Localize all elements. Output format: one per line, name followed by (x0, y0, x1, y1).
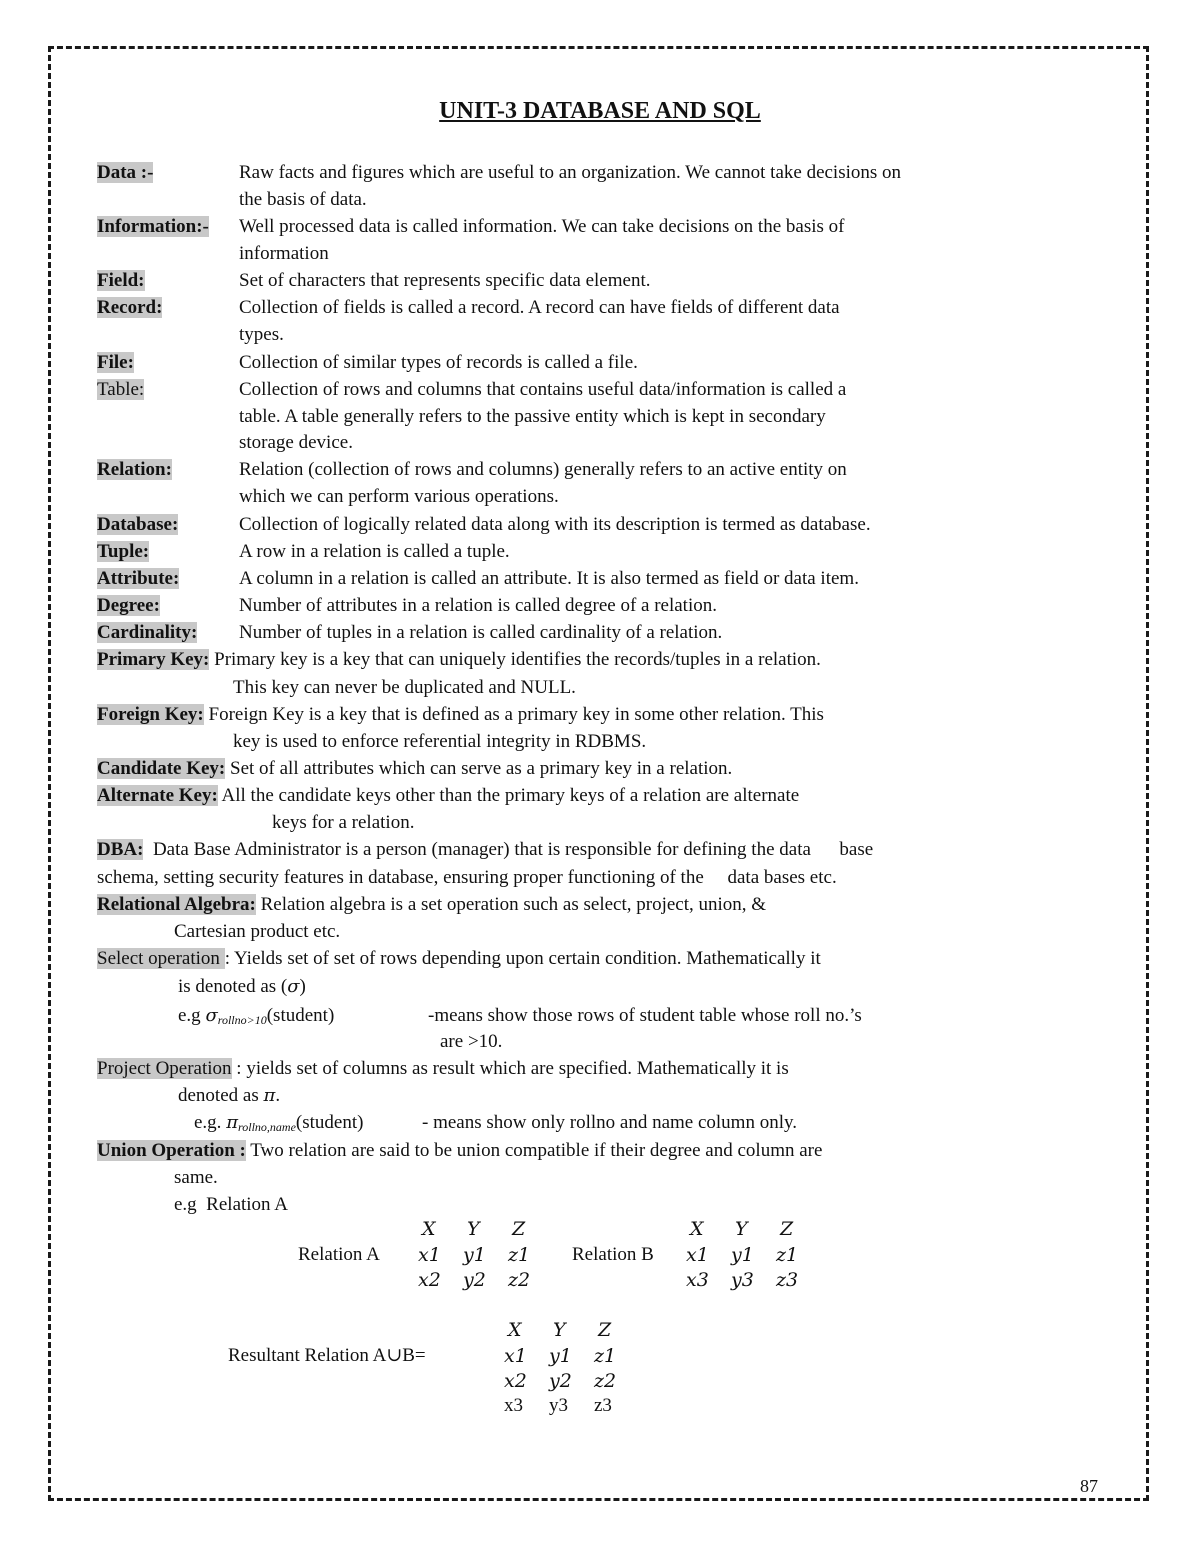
definition-label (97, 269, 145, 293)
relational-algebra-text: Relation algebra is a set operation such as select, project, union, & (255, 894, 767, 915)
result-relation-cell: x1 (504, 1345, 527, 1367)
result-relation-cell: y1 (549, 1345, 572, 1367)
candidate-key-entry (97, 757, 732, 781)
select-denoted-text: is denoted as ( (178, 976, 288, 997)
alternate-key-text-2: keys for a relation. (272, 812, 415, 833)
project-eg-pi: π (226, 1112, 239, 1133)
definition-term: Cardinality: (97, 622, 198, 643)
definition-text: Collection of similar types of records is called a file. (239, 352, 638, 373)
relational-algebra-text-2: Cartesian product etc. (174, 921, 341, 942)
definition-label (97, 378, 144, 402)
project-eg-subscript: rollno,name (238, 1120, 296, 1134)
select-eg-prefix: e.g (178, 1005, 206, 1026)
definition-text: Set of characters that represents specific data element. (239, 270, 651, 291)
relation-b-cell: z3 (776, 1269, 799, 1291)
relation-a-header-x: X (422, 1218, 436, 1240)
definition-label (97, 540, 149, 564)
definition-term: Attribute: (97, 568, 180, 589)
relational-algebra-entry (97, 893, 766, 917)
definition-label (97, 594, 160, 618)
result-relation-header-x: X (508, 1319, 522, 1341)
relation-b-header-x: X (690, 1218, 704, 1240)
select-operation-entry (97, 947, 821, 971)
foreign-key-label: Foreign Key: (97, 704, 204, 725)
definition-term: Database: (97, 514, 179, 535)
union-example: e.g Relation A (174, 1194, 288, 1215)
union-operation-text: Two relation are said to be union compatible if their degree and column are (245, 1140, 823, 1161)
result-relation-cell: x3 (504, 1395, 523, 1416)
definition-text: Collection of logically related data along with its description is termed as database. (239, 514, 871, 535)
definition-text: information (239, 243, 329, 264)
result-relation-header-z: Z (598, 1319, 612, 1341)
definition-text: Collection of fields is called a record. A record can have fields of different data (239, 297, 840, 318)
definition-label (97, 296, 162, 320)
definition-label (97, 458, 172, 482)
relational-algebra-label: Relational Algebra: (97, 894, 256, 915)
project-operation-entry (97, 1057, 789, 1081)
definition-term: Information:- (97, 216, 209, 237)
foreign-key-text: Foreign Key is a key that is defined as a primary key in some other relation. This (203, 704, 824, 725)
sigma-symbol: σ (287, 976, 300, 997)
definition-label (97, 567, 179, 591)
primary-key-text-2: This key can never be duplicated and NULL. (233, 677, 576, 698)
union-operation-label: Union Operation : (97, 1140, 246, 1161)
result-relation-label: Resultant Relation A∪B= (228, 1345, 426, 1366)
project-eg-rest: (student) (295, 1112, 364, 1133)
definition-label (97, 351, 134, 375)
result-relation-cell: z3 (594, 1395, 612, 1416)
result-relation-cell: z1 (594, 1345, 617, 1367)
definition-term: Field: (97, 270, 145, 291)
relation-a-cell: z1 (508, 1244, 531, 1266)
definition-label (97, 621, 197, 645)
definition-term: Relation: (97, 459, 172, 480)
dba-label: DBA: (97, 839, 144, 860)
definition-text: A row in a relation is called a tuple. (239, 541, 510, 562)
primary-key-text: Primary key is a key that can uniquely identifies the records/tuples in a relation. (209, 649, 821, 670)
definition-text: Number of attributes in a relation is called degree of a relation. (239, 595, 717, 616)
primary-key-label: Primary Key: (97, 649, 210, 670)
dba-text: Data Base Administrator is a person (manager) that is responsible for defining the data base (143, 839, 874, 860)
relation-b-cell: z1 (776, 1244, 799, 1266)
select-denoted-end: ) (299, 976, 306, 997)
relation-a-cell: x1 (418, 1244, 441, 1266)
relation-b-header-z: Z (780, 1218, 794, 1240)
relation-a-cell: y2 (463, 1269, 486, 1291)
dba-text-2: schema, setting security features in database, ensuring proper functioning of the data bases etc. (97, 867, 837, 888)
project-denoted-text: denoted as (178, 1085, 264, 1106)
definition-label (97, 513, 178, 537)
select-eg-subscript: rollno>10 (217, 1013, 267, 1027)
select-operation-label: Select operation (97, 948, 225, 969)
select-example-meaning: -means show those rows of student table whose roll no.’s (428, 1005, 862, 1026)
relation-a-cell: y1 (463, 1244, 486, 1266)
select-eg-sigma: σ (205, 1005, 218, 1026)
definition-text: table. A table generally refers to the passive entity which is kept in secondary (239, 406, 826, 427)
select-denoted (178, 975, 306, 999)
definition-text: Collection of rows and columns that contains useful data/information is called a (239, 379, 847, 400)
relation-b-cell: y3 (731, 1269, 754, 1291)
relation-a-cell: z2 (508, 1269, 531, 1291)
page-title: UNIT-3 DATABASE AND SQL (439, 98, 761, 124)
definition-text: Relation (collection of rows and columns) generally refers to an active entity on (239, 459, 847, 480)
definition-text: Raw facts and figures which are useful to an organization. We cannot take decisions on (239, 162, 902, 183)
definition-term: Tuple: (97, 541, 150, 562)
relation-a-label: Relation A (298, 1244, 380, 1265)
select-operation-text: : Yields set of set of rows depending upon certain condition. Mathematically it (224, 948, 821, 969)
definition-text: types. (239, 324, 284, 345)
definition-term: Table: (97, 379, 145, 400)
definition-text: A column in a relation is called an attribute. It is also termed as field or data item. (239, 568, 859, 589)
candidate-key-text: Set of all attributes which can serve as a primary key in a relation. (225, 758, 733, 779)
result-relation-cell: y3 (549, 1395, 568, 1416)
result-relation-header-y: Y (553, 1319, 566, 1341)
definition-term: Degree: (97, 595, 160, 616)
result-relation-cell: y2 (549, 1370, 572, 1392)
relation-b-header-y: Y (735, 1218, 748, 1240)
definition-text: which we can perform various operations. (239, 486, 559, 507)
project-operation-text: : yields set of columns as result which are specified. Mathematically it is (231, 1058, 789, 1079)
definition-label (97, 215, 209, 239)
project-denoted (178, 1084, 280, 1108)
page-number: 87 (1080, 1476, 1098, 1496)
definition-text: the basis of data. (239, 189, 367, 210)
project-example (194, 1111, 363, 1139)
relation-b-cell: x1 (686, 1244, 709, 1266)
definition-label (97, 161, 153, 185)
relation-b-cell: y1 (731, 1244, 754, 1266)
candidate-key-label: Candidate Key: (97, 758, 226, 779)
union-operation-entry (97, 1139, 822, 1163)
primary-key-entry (97, 648, 821, 672)
union-operation-text-2: same. (174, 1167, 218, 1188)
relation-b-cell: x3 (686, 1269, 709, 1291)
result-relation-cell: x2 (504, 1370, 527, 1392)
select-example-meaning-2: are >10. (440, 1031, 503, 1052)
relation-b-label: Relation B (572, 1244, 654, 1265)
select-example (178, 1004, 334, 1032)
definition-text: Well processed data is called information. We can take decisions on the basis of (239, 216, 845, 237)
relation-a-cell: x2 (418, 1269, 441, 1291)
result-relation-cell: z2 (594, 1370, 617, 1392)
project-operation-label: Project Operation (97, 1058, 232, 1079)
definition-term: Data :- (97, 162, 154, 183)
select-eg-rest: (student) (266, 1005, 335, 1026)
alternate-key-label: Alternate Key: (97, 785, 218, 806)
foreign-key-text-2: key is used to enforce referential integrity in RDBMS. (233, 731, 647, 752)
definition-text: storage device. (239, 432, 353, 453)
relation-a-header-y: Y (467, 1218, 480, 1240)
definition-text: Number of tuples in a relation is called cardinality of a relation. (239, 622, 723, 643)
foreign-key-entry (97, 703, 824, 727)
project-denoted-end: . (275, 1085, 281, 1106)
pi-symbol: π (263, 1085, 276, 1106)
project-eg-prefix: e.g. (194, 1112, 227, 1133)
project-example-meaning: - means show only rollno and name column only. (422, 1112, 798, 1133)
definition-term: File: (97, 352, 134, 373)
dba-entry (97, 838, 873, 862)
relation-a-header-z: Z (512, 1218, 526, 1240)
definition-term: Record: (97, 297, 163, 318)
alternate-key-text: All the candidate keys other than the primary keys of a relation are alternate (217, 785, 800, 806)
alternate-key-entry (97, 784, 799, 808)
